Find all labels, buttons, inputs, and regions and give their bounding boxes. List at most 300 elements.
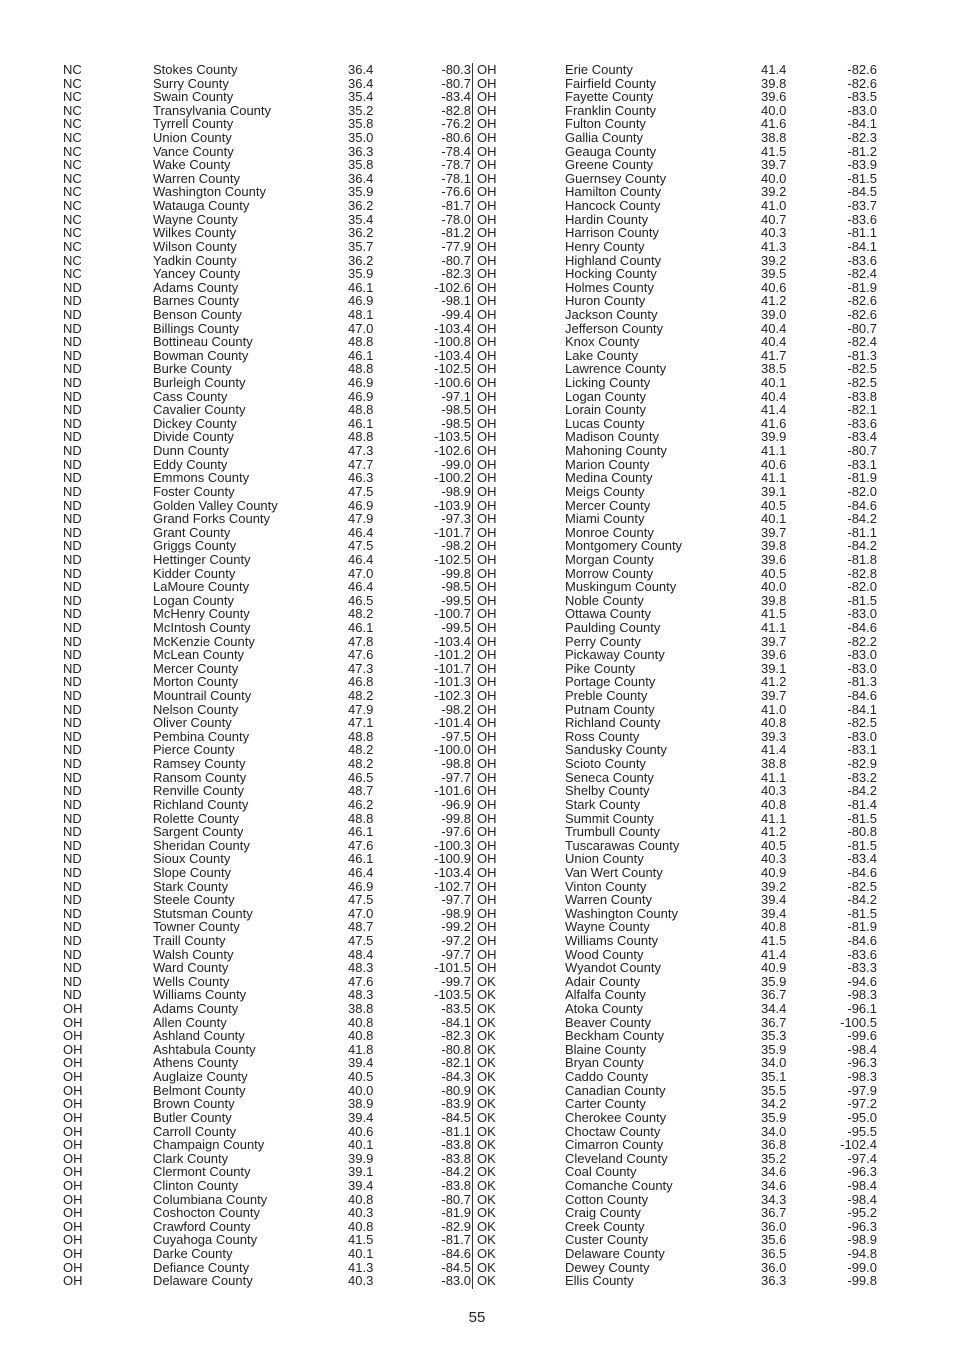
state-cell: NC: [63, 75, 82, 91]
county-name-cell: Vance County: [153, 143, 234, 159]
longitude-cell: -80.9: [441, 1082, 471, 1098]
county-name-cell: Ross County: [565, 728, 640, 744]
state-cell: OK: [477, 1273, 496, 1289]
county-name-cell: Fayette County: [565, 89, 654, 105]
latitude-cell: 39.5: [761, 266, 787, 282]
latitude-cell: 41.3: [761, 238, 787, 254]
state-cell: OH: [477, 960, 497, 976]
latitude-cell: 41.4: [761, 742, 787, 758]
latitude-cell: 35.9: [761, 1109, 787, 1125]
county-name-cell: Athens County: [153, 1055, 239, 1071]
county-name-cell: Monroe County: [565, 524, 654, 540]
table-row: [477, 308, 891, 322]
longitude-cell: -102.6: [434, 279, 471, 295]
longitude-cell: -83.5: [847, 89, 877, 105]
state-cell: OH: [477, 511, 497, 527]
latitude-cell: 48.8: [348, 429, 374, 445]
county-name-cell: Choctaw County: [565, 1123, 661, 1139]
latitude-cell: 40.0: [761, 170, 787, 186]
table-row: [63, 240, 471, 254]
table-row: [63, 975, 471, 989]
longitude-cell: -81.1: [441, 1123, 471, 1139]
table-row: [477, 1152, 891, 1166]
county-name-cell: Brown County: [153, 1096, 235, 1112]
county-name-cell: Gallia County: [565, 130, 644, 146]
latitude-cell: 35.9: [348, 184, 374, 200]
longitude-cell: -103.4: [434, 347, 471, 363]
state-cell: OH: [477, 62, 497, 77]
state-cell: OH: [477, 715, 497, 731]
county-name-cell: Franklin County: [565, 102, 657, 118]
county-name-cell: Hancock County: [565, 198, 661, 214]
table-row: [477, 798, 891, 812]
table-row: [63, 1111, 471, 1125]
table-row: [477, 1233, 891, 1247]
table-row: [63, 458, 471, 472]
longitude-cell: -83.4: [847, 429, 877, 445]
longitude-cell: -82.9: [441, 1218, 471, 1234]
longitude-cell: -94.8: [847, 1246, 877, 1262]
longitude-cell: -103.4: [434, 864, 471, 880]
table-row: [63, 1002, 471, 1016]
state-cell: OK: [477, 1164, 496, 1180]
longitude-cell: -100.5: [840, 1014, 877, 1030]
county-name-cell: Benson County: [153, 306, 242, 322]
latitude-cell: 36.2: [348, 198, 374, 214]
longitude-cell: -83.3: [847, 960, 877, 976]
county-name-cell: Mercer County: [565, 497, 651, 513]
county-name-cell: Barnes County: [153, 293, 239, 309]
state-cell: OH: [477, 157, 497, 173]
county-name-cell: Butler County: [153, 1109, 232, 1125]
table-row: [63, 1084, 471, 1098]
state-cell: ND: [63, 728, 82, 744]
county-name-cell: Grant County: [153, 524, 231, 540]
table-row: [63, 784, 471, 798]
longitude-cell: -83.9: [847, 157, 877, 173]
latitude-cell: 40.0: [348, 1082, 374, 1098]
table-row: [477, 703, 891, 717]
state-cell: OH: [477, 443, 497, 459]
latitude-cell: 39.8: [761, 592, 787, 608]
table-row: [477, 430, 891, 444]
longitude-cell: -84.5: [441, 1109, 471, 1125]
state-cell: NC: [63, 238, 82, 254]
county-name-cell: Defiance County: [153, 1259, 250, 1275]
county-name-cell: Morrow County: [565, 565, 654, 581]
state-cell: OH: [477, 905, 497, 921]
county-name-cell: Cimarron County: [565, 1137, 664, 1153]
longitude-cell: -81.1: [847, 225, 877, 241]
latitude-cell: 36.4: [348, 170, 374, 186]
latitude-cell: 48.2: [348, 742, 374, 758]
longitude-cell: -99.5: [441, 619, 471, 635]
table-row: [63, 580, 471, 594]
state-cell: ND: [63, 511, 82, 527]
table-row: [477, 1056, 891, 1070]
latitude-cell: 41.5: [348, 1232, 374, 1248]
longitude-cell: -82.6: [847, 306, 877, 322]
table-row: [477, 812, 891, 826]
latitude-cell: 39.7: [761, 157, 787, 173]
table-row: [477, 621, 891, 635]
county-name-cell: Creek County: [565, 1218, 645, 1234]
state-cell: OH: [63, 1014, 83, 1030]
county-name-cell: Delaware County: [153, 1273, 253, 1289]
latitude-cell: 35.7: [348, 238, 374, 254]
state-cell: OK: [477, 1109, 496, 1125]
longitude-cell: -81.2: [441, 225, 471, 241]
county-name-cell: Portage County: [565, 674, 656, 690]
table-row: [477, 1193, 891, 1207]
table-row: [477, 1165, 891, 1179]
state-cell: OH: [63, 1082, 83, 1098]
longitude-cell: -81.5: [847, 170, 877, 186]
table-row: [63, 63, 471, 77]
latitude-cell: 40.0: [761, 579, 787, 595]
state-cell: OK: [477, 1028, 496, 1044]
state-cell: OH: [477, 143, 497, 159]
latitude-cell: 41.2: [761, 293, 787, 309]
state-cell: OH: [477, 320, 497, 336]
latitude-cell: 41.0: [761, 198, 787, 214]
county-name-cell: Belmont County: [153, 1082, 246, 1098]
table-row: [63, 335, 471, 349]
state-cell: NC: [63, 89, 82, 105]
table-row: [63, 798, 471, 812]
table-row: [63, 267, 471, 281]
state-cell: ND: [63, 878, 82, 894]
latitude-cell: 36.2: [348, 225, 374, 241]
table-row: [477, 880, 891, 894]
county-name-cell: Adams County: [153, 1001, 239, 1017]
county-name-cell: Steele County: [153, 892, 235, 908]
longitude-cell: -83.2: [847, 769, 877, 785]
state-cell: OH: [63, 1001, 83, 1017]
longitude-cell: -98.9: [847, 1232, 877, 1248]
county-name-cell: Madison County: [565, 429, 659, 445]
table-row: [63, 1165, 471, 1179]
table-row: [63, 1138, 471, 1152]
longitude-cell: -101.6: [434, 783, 471, 799]
table-row: [477, 213, 891, 227]
table-row: [63, 376, 471, 390]
county-name-cell: Wayne County: [565, 919, 650, 935]
table-row: [477, 553, 891, 567]
state-cell: NC: [63, 225, 82, 241]
latitude-cell: 39.6: [761, 647, 787, 663]
state-cell: NC: [63, 170, 82, 186]
table-row: [477, 458, 891, 472]
longitude-cell: -84.5: [441, 1259, 471, 1275]
longitude-cell: -100.8: [434, 334, 471, 350]
county-name-cell: Hamilton County: [565, 184, 662, 200]
longitude-cell: -81.3: [847, 347, 877, 363]
longitude-cell: -80.7: [441, 252, 471, 268]
latitude-cell: 39.2: [761, 252, 787, 268]
table-row: [477, 784, 891, 798]
county-name-cell: McLean County: [153, 647, 245, 663]
latitude-cell: 39.4: [348, 1177, 374, 1193]
county-name-cell: Marion County: [565, 456, 650, 472]
table-row: [63, 1043, 471, 1057]
longitude-cell: -83.0: [847, 102, 877, 118]
table-row: [477, 539, 891, 553]
state-cell: OH: [477, 538, 497, 554]
table-row: [477, 607, 891, 621]
longitude-cell: -83.0: [847, 660, 877, 676]
county-name-cell: Coshocton County: [153, 1205, 260, 1221]
county-name-cell: Cavalier County: [153, 402, 246, 418]
table-row: [63, 485, 471, 499]
longitude-cell: -103.4: [434, 320, 471, 336]
county-name-cell: Ransom County: [153, 769, 247, 785]
state-cell: NC: [63, 130, 82, 146]
table-row: [477, 349, 891, 363]
table-row: [63, 499, 471, 513]
table-row: [477, 172, 891, 186]
table-row: [63, 322, 471, 336]
latitude-cell: 46.1: [348, 415, 374, 431]
longitude-cell: -80.6: [441, 130, 471, 146]
longitude-cell: -83.8: [441, 1177, 471, 1193]
longitude-cell: -83.6: [847, 946, 877, 962]
longitude-cell: -96.3: [847, 1164, 877, 1180]
latitude-cell: 46.4: [348, 579, 374, 595]
state-cell: OH: [477, 592, 497, 608]
state-cell: OK: [477, 1055, 496, 1071]
latitude-cell: 47.5: [348, 538, 374, 554]
table-row: [477, 689, 891, 703]
latitude-cell: 35.8: [348, 116, 374, 132]
county-name-cell: LaMoure County: [153, 579, 250, 595]
longitude-cell: -84.6: [847, 688, 877, 704]
latitude-cell: 40.1: [348, 1137, 374, 1153]
county-name-cell: Erie County: [565, 62, 633, 77]
longitude-cell: -78.1: [441, 170, 471, 186]
county-name-cell: Wyandot County: [565, 960, 661, 976]
table-row: [63, 866, 471, 880]
state-cell: OH: [63, 1096, 83, 1112]
county-name-cell: Jackson County: [565, 306, 658, 322]
longitude-cell: -103.5: [434, 987, 471, 1003]
state-cell: ND: [63, 688, 82, 704]
state-cell: NC: [63, 198, 82, 214]
state-cell: OH: [477, 130, 497, 146]
longitude-cell: -81.7: [441, 198, 471, 214]
table-row: [63, 621, 471, 635]
table-row: [63, 553, 471, 567]
county-name-cell: Montgomery County: [565, 538, 683, 554]
state-cell: OH: [477, 470, 497, 486]
longitude-cell: -97.6: [441, 824, 471, 840]
longitude-cell: -99.7: [441, 973, 471, 989]
latitude-cell: 41.6: [761, 415, 787, 431]
latitude-cell: 40.6: [761, 279, 787, 295]
table-row: [63, 648, 471, 662]
latitude-cell: 34.6: [761, 1164, 787, 1180]
latitude-cell: 35.9: [348, 266, 374, 282]
county-name-cell: Licking County: [565, 375, 651, 391]
table-row: [63, 403, 471, 417]
latitude-cell: 36.7: [761, 987, 787, 1003]
county-name-cell: Ottawa County: [565, 606, 651, 622]
state-cell: NC: [63, 184, 82, 200]
latitude-cell: 46.4: [348, 524, 374, 540]
state-cell: OH: [477, 919, 497, 935]
table-row: [63, 131, 471, 145]
county-name-cell: Henry County: [565, 238, 645, 254]
table-row: [477, 1002, 891, 1016]
latitude-cell: 47.5: [348, 933, 374, 948]
left-column-table: [63, 63, 471, 1288]
latitude-cell: 39.4: [761, 892, 787, 908]
table-row: [63, 1016, 471, 1030]
county-name-cell: Beckham County: [565, 1028, 664, 1044]
latitude-cell: 38.9: [348, 1096, 374, 1112]
county-name-cell: Greene County: [565, 157, 654, 173]
state-cell: OH: [477, 783, 497, 799]
county-name-cell: Wood County: [565, 946, 644, 962]
latitude-cell: 39.3: [761, 728, 787, 744]
latitude-cell: 47.0: [348, 905, 374, 921]
longitude-cell: -84.6: [847, 933, 877, 948]
longitude-cell: -80.7: [441, 75, 471, 91]
state-cell: OH: [477, 660, 497, 676]
county-name-cell: Wayne County: [153, 211, 238, 227]
table-row: [477, 852, 891, 866]
county-name-cell: Yadkin County: [153, 252, 237, 268]
county-name-cell: Mercer County: [153, 660, 239, 676]
table-row: [477, 185, 891, 199]
table-row: [477, 948, 891, 962]
state-cell: ND: [63, 946, 82, 962]
latitude-cell: 35.4: [348, 211, 374, 227]
state-cell: ND: [63, 279, 82, 295]
table-row: [477, 362, 891, 376]
latitude-cell: 39.2: [761, 878, 787, 894]
table-row: [477, 254, 891, 268]
longitude-cell: -98.3: [847, 1069, 877, 1085]
latitude-cell: 39.4: [348, 1055, 374, 1071]
table-row: [63, 1097, 471, 1111]
table-row: [63, 635, 471, 649]
table-row: [63, 1247, 471, 1261]
state-cell: OH: [477, 810, 497, 826]
latitude-cell: 48.8: [348, 402, 374, 418]
state-cell: OH: [477, 375, 497, 391]
latitude-cell: 39.6: [761, 551, 787, 567]
longitude-cell: -103.5: [434, 429, 471, 445]
county-name-cell: Towner County: [153, 919, 240, 935]
state-cell: OH: [477, 606, 497, 622]
county-name-cell: Renville County: [153, 783, 245, 799]
table-row: [477, 1016, 891, 1030]
latitude-cell: 46.1: [348, 279, 374, 295]
latitude-cell: 48.8: [348, 361, 374, 377]
longitude-cell: -84.1: [847, 116, 877, 132]
latitude-cell: 39.7: [761, 633, 787, 649]
table-row: [477, 1274, 891, 1288]
longitude-cell: -100.2: [434, 470, 471, 486]
longitude-cell: -99.0: [847, 1259, 877, 1275]
state-cell: OH: [477, 647, 497, 663]
county-name-cell: Putnam County: [565, 701, 655, 717]
latitude-cell: 40.8: [348, 1028, 374, 1044]
state-cell: ND: [63, 429, 82, 445]
table-row: [477, 771, 891, 785]
latitude-cell: 46.3: [348, 470, 374, 486]
longitude-cell: -96.3: [847, 1055, 877, 1071]
county-name-cell: Champaign County: [153, 1137, 265, 1153]
state-cell: OH: [477, 483, 497, 499]
table-row: [63, 961, 471, 975]
table-row: [477, 716, 891, 730]
table-row: [477, 158, 891, 172]
state-cell: NC: [63, 116, 82, 132]
state-cell: ND: [63, 347, 82, 363]
latitude-cell: 47.3: [348, 660, 374, 676]
latitude-cell: 40.5: [761, 565, 787, 581]
longitude-cell: -83.0: [847, 606, 877, 622]
state-cell: ND: [63, 892, 82, 908]
county-name-cell: Cass County: [153, 388, 228, 404]
table-row: [477, 1247, 891, 1261]
latitude-cell: 36.3: [761, 1273, 787, 1289]
latitude-cell: 47.5: [348, 892, 374, 908]
longitude-cell: -76.6: [441, 184, 471, 200]
latitude-cell: 40.8: [348, 1191, 374, 1207]
latitude-cell: 46.1: [348, 619, 374, 635]
longitude-cell: -99.4: [441, 306, 471, 322]
latitude-cell: 46.8: [348, 674, 374, 690]
state-cell: OH: [477, 402, 497, 418]
longitude-cell: -82.6: [847, 62, 877, 77]
state-cell: OH: [477, 892, 497, 908]
longitude-cell: -98.2: [441, 538, 471, 554]
state-cell: OH: [477, 824, 497, 840]
latitude-cell: 47.7: [348, 456, 374, 472]
latitude-cell: 34.6: [761, 1177, 787, 1193]
latitude-cell: 34.0: [761, 1055, 787, 1071]
longitude-cell: -84.3: [441, 1069, 471, 1085]
longitude-cell: -97.9: [847, 1082, 877, 1098]
county-name-cell: Guernsey County: [565, 170, 667, 186]
longitude-cell: -82.6: [847, 75, 877, 91]
county-name-cell: Divide County: [153, 429, 234, 445]
table-row: [477, 757, 891, 771]
table-row: [477, 1261, 891, 1275]
table-row: [63, 771, 471, 785]
county-name-cell: Kidder County: [153, 565, 236, 581]
state-cell: OH: [477, 851, 497, 867]
table-row: [477, 662, 891, 676]
table-row: [477, 117, 891, 131]
longitude-cell: -84.6: [441, 1246, 471, 1262]
longitude-cell: -82.1: [441, 1055, 471, 1071]
state-cell: ND: [63, 524, 82, 540]
latitude-cell: 35.2: [348, 102, 374, 118]
state-cell: ND: [63, 756, 82, 772]
longitude-cell: -82.3: [847, 130, 877, 146]
county-name-cell: Seneca County: [565, 769, 654, 785]
table-row: [477, 580, 891, 594]
county-name-cell: Traill County: [153, 933, 226, 948]
state-cell: ND: [63, 647, 82, 663]
table-row: [63, 254, 471, 268]
latitude-cell: 46.4: [348, 864, 374, 880]
table-row: [477, 743, 891, 757]
